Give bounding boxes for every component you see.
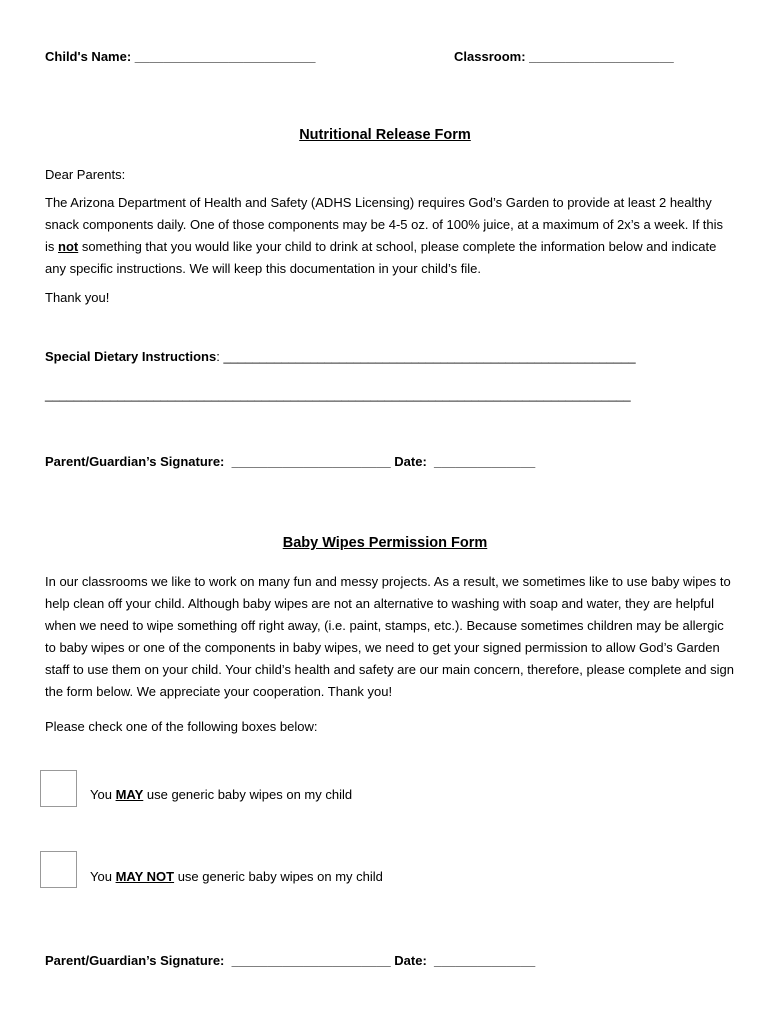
wipes-signature-field[interactable]: Parent/Guardian’s Signature: ______________________ Date: ______________ [45, 953, 536, 968]
dietary-instructions-line2[interactable]: _________________________________________________________________________________ [45, 387, 631, 402]
option2-suffix: use generic baby wipes on my child [174, 869, 383, 884]
option2-prefix: You [90, 869, 116, 884]
nutrition-body-part2: something that you would like your child to drink at school, please complete the information below and indicate any specific instructions. We will keep this documentation in your child’s file. [45, 239, 717, 276]
greeting: Dear Parents: [45, 167, 126, 182]
may-not-use-label [90, 866, 383, 888]
wipes-body [45, 571, 735, 703]
wipes-body-text: In our classrooms we like to work on many fun and messy projects. As a result, we sometimes like to use baby wipes to help clean off your child. Although baby wipes are not an alternative to washing with soap and water, they are helpful when we need to wipe something off right away, (i.e. paint, stamps, etc.). Because sometimes children may be allergic to baby wipes or one of the components in baby wipes, we need to get your signed permission to allow God’s Garden staff to use them on your child. Your child’s health and safety are our main concern, therefore, please complete and sign the form below. We appreciate your cooperation. Thank you! [45, 574, 734, 699]
option1-emphasis: MAY [115, 787, 144, 802]
thank-you: Thank you! [45, 290, 110, 305]
child-name-field[interactable]: Child's Name: _________________________ [45, 49, 316, 64]
nutrition-body-part1: The Arizona Department of Health and Safety (ADHS Licensing) requires God’s Garden to provide at least 2 healthy snack components daily. One of those components may be 4-5 oz. of 100% juice, at a maximum of 2x’s a week. If this is [45, 195, 724, 254]
nutrition-signature-field[interactable]: Parent/Guardian’s Signature: ______________________ Date: ______________ [45, 454, 536, 469]
dietary-line: : _________________________________________________________ [216, 349, 636, 364]
nutrition-body-emphasis: not [58, 239, 79, 254]
nutrition-body [45, 192, 735, 280]
may-use-checkbox[interactable] [40, 770, 77, 807]
wipes-instruction: Please check one of the following boxes below: [45, 719, 318, 734]
option2-emphasis: MAY NOT [115, 869, 175, 884]
may-use-label [90, 784, 352, 806]
option1-prefix: You [90, 787, 116, 802]
dietary-label: Special Dietary Instructions [45, 349, 217, 364]
may-not-use-checkbox[interactable] [40, 851, 77, 888]
wipes-form-title: Baby Wipes Permission Form [282, 535, 488, 551]
dietary-instructions-field[interactable] [45, 346, 636, 368]
nutrition-form-title: Nutritional Release Form [299, 127, 471, 143]
classroom-field[interactable]: Classroom: ____________________ [454, 49, 674, 64]
option1-suffix: use generic baby wipes on my child [143, 787, 353, 802]
